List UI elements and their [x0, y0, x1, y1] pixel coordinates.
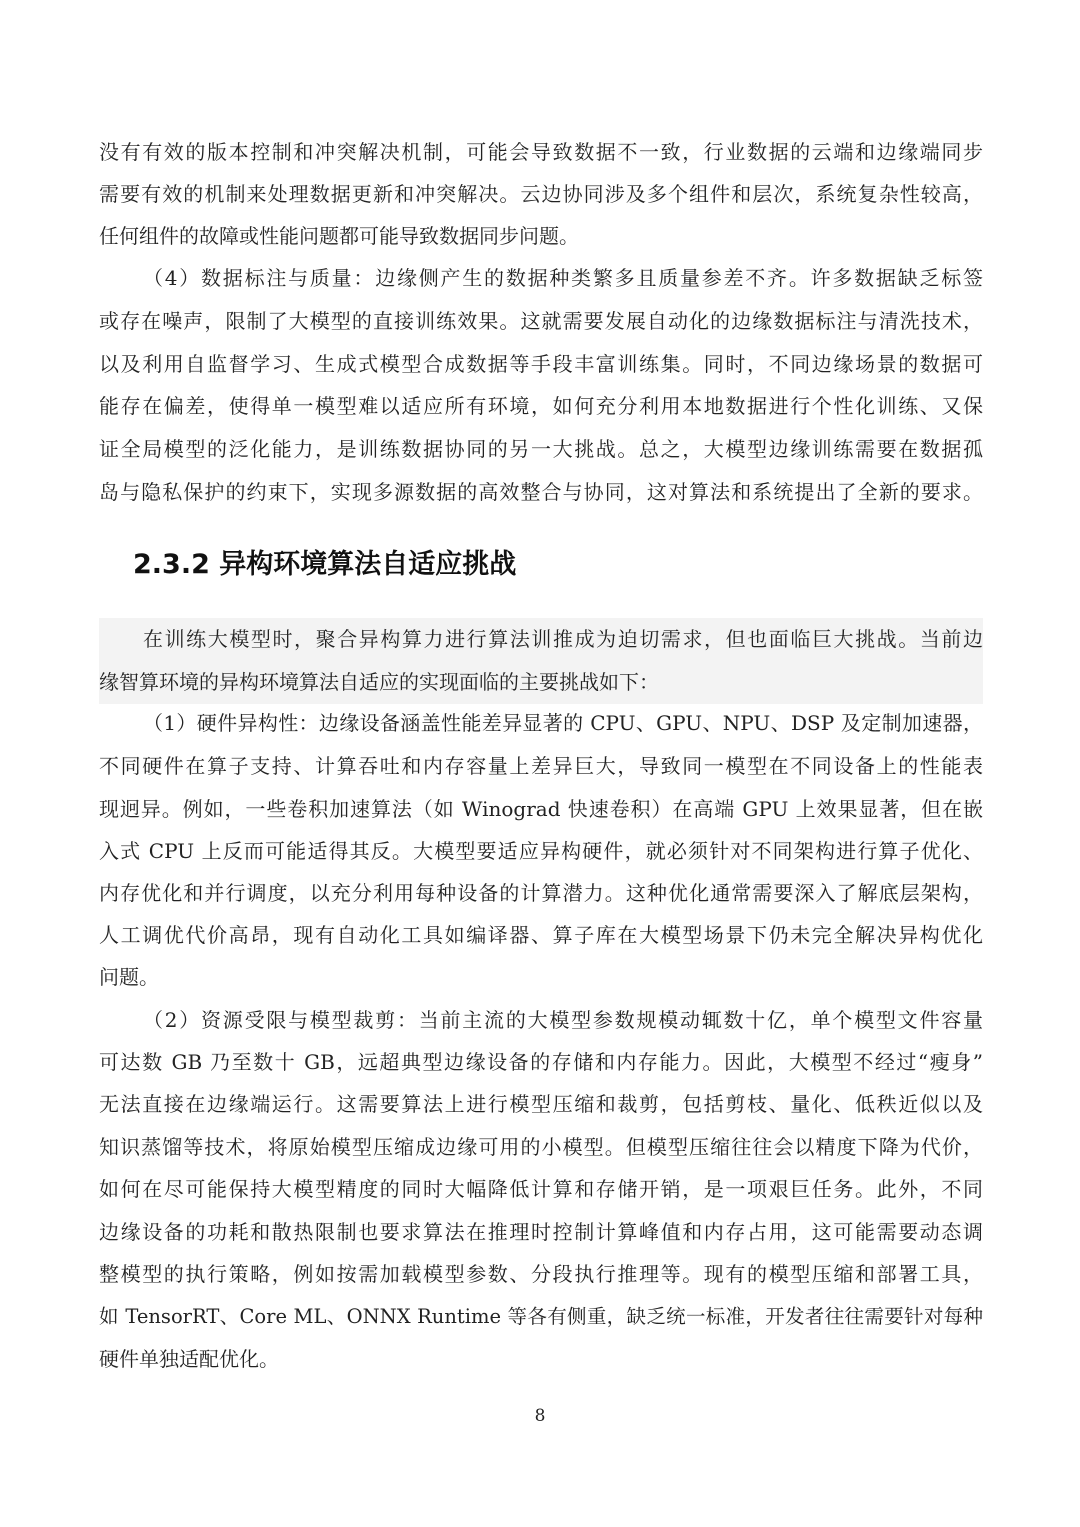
paragraph-2-line-5: 证全局模型的泛化能力，是训练数据协同的另一大挑战。总之，大模型边缘训练需要在数据孤 [99, 437, 983, 461]
paragraph-4-line-4: 入式 CPU 上反而可能适得其反。大模型要适应异构硬件，就必须针对不同架构进行算子优化、 [99, 839, 983, 863]
paragraph-1-line-1: 没有有效的版本控制和冲突解决机制，可能会导致数据不一致，行业数据的云端和边缘端同步 [99, 140, 983, 164]
paragraph-3-line-2: 缘智算环境的异构环境算法自适应的实现面临的主要挑战如下： [99, 670, 659, 694]
paragraph-5-line-4: 知识蒸馏等技术，将原始模型压缩成边缘可用的小模型。但模型压缩往往会以精度下降为代价， [99, 1135, 983, 1159]
section-heading: 2.3.2 异构环境算法自适应挑战 [133, 549, 517, 580]
paragraph-2-line-2: 或存在噪声，限制了大模型的直接训练效果。这就需要发展自动化的边缘数据标注与清洗技术， [99, 309, 983, 333]
paragraph-2-line-6: 岛与隐私保护的约束下，实现多源数据的高效整合与协同，这对算法和系统提出了全新的要求。 [99, 480, 983, 504]
paragraph-5-line-9: 硬件单独适配优化。 [99, 1347, 279, 1371]
paragraph-5-line-1: （2）资源受限与模型裁剪：当前主流的大模型参数规模动辄数十亿，单个模型文件容量 [143, 1008, 983, 1032]
paragraph-2-line-4: 能存在偏差，使得单一模型难以适应所有环境，如何充分利用本地数据进行个性化训练、又保 [99, 394, 983, 418]
paragraph-5-line-5: 如何在尽可能保持大模型精度的同时大幅降低计算和存储开销，是一项艰巨任务。此外，不同 [99, 1177, 983, 1201]
paragraph-4-line-1: （1）硬件异构性：边缘设备涵盖性能差异显著的 CPU、GPU、NPU、DSP 及定制加速器， [143, 711, 983, 735]
paragraph-5-line-6: 边缘设备的功耗和散热限制也要求算法在推理时控制计算峰值和内存占用，这可能需要动态调 [99, 1220, 983, 1244]
paragraph-4-line-7: 问题。 [99, 965, 159, 989]
page-number: 8 [534, 1406, 546, 1426]
paragraph-5-line-8: 如 TensorRT、Core ML、ONNX Runtime 等各有侧重，缺乏统一标准，开发者往往需要针对每种 [99, 1305, 983, 1328]
paragraph-5-line-7: 整模型的执行策略，例如按需加载模型参数、分段执行推理等。现有的模型压缩和部署工具， [99, 1262, 983, 1286]
paragraph-4-line-5: 内存优化和并行调度，以充分利用每种设备的计算潜力。这种优化通常需要深入了解底层架构， [99, 881, 983, 905]
paragraph-2-line-1: （4）数据标注与质量：边缘侧产生的数据种类繁多且质量参差不齐。许多数据缺乏标签 [143, 266, 983, 290]
paragraph-5-line-2: 可达数 GB 乃至数十 GB，远超典型边缘设备的存储和内存能力。因此，大模型不经过“瘦身” [99, 1050, 983, 1074]
paragraph-3-line-1: 在训练大模型时，聚合异构算力进行算法训推成为迫切需求，但也面临巨大挑战。当前边 [143, 627, 983, 651]
paragraph-4-line-3: 现迥异。例如，一些卷积加速算法（如 Winograd 快速卷积）在高端 GPU 上效果显著，但在嵌 [99, 797, 983, 821]
paragraph-2-line-3: 以及利用自监督学习、生成式模型合成数据等手段丰富训练集。同时，不同边缘场景的数据可 [99, 352, 983, 376]
paragraph-1-line-3: 任何组件的故障或性能问题都可能导致数据同步问题。 [99, 224, 579, 248]
paragraph-4-line-6: 人工调优代价高昂，现有自动化工具如编译器、算子库在大模型场景下仍未完全解决异构优化 [99, 923, 983, 947]
paragraph-1-line-2: 需要有效的机制来处理数据更新和冲突解决。云边协同涉及多个组件和层次，系统复杂性较高， [99, 182, 983, 206]
paragraph-5-line-3: 无法直接在边缘端运行。这需要算法上进行模型压缩和裁剪，包括剪枝、量化、低秩近似以及 [99, 1092, 983, 1116]
paragraph-4-line-2: 不同硬件在算子支持、计算吞吐和内存容量上差异巨大，导致同一模型在不同设备上的性能表 [99, 754, 983, 778]
